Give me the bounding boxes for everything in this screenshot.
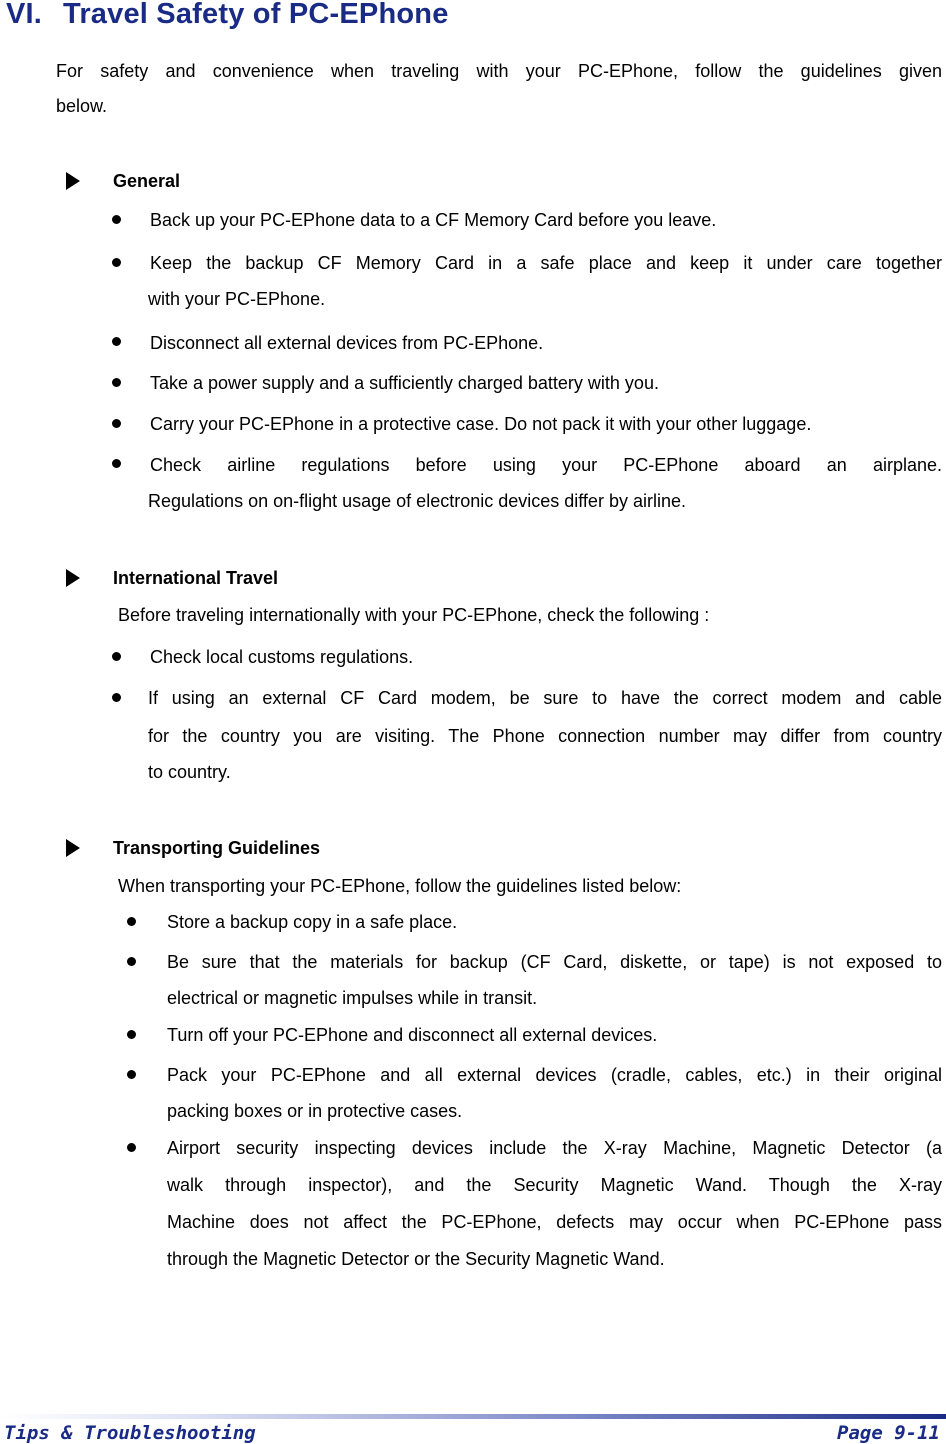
transporting-intro: When transporting your PC-EPhone, follow the guidelines listed below: xyxy=(118,876,682,896)
bullet-icon xyxy=(112,378,121,387)
international-intro: Before traveling internationally with your PC-EPhone, check the following : xyxy=(118,605,710,625)
bullet-icon xyxy=(127,917,136,926)
transporting-item-5-line-4: through the Magnetic Detector or the Security Magnetic Wand. xyxy=(167,1249,665,1269)
bullet-icon xyxy=(112,337,121,346)
intro-line-1: For safety and convenience when traveling with your PC-EPhone, follow the guidelines given xyxy=(56,61,942,81)
transporting-item-2-line-2: electrical or magnetic impulses while in transit. xyxy=(167,988,538,1008)
international-item-2-line-2: for the country you are visiting. The Phone connection number may differ from country xyxy=(148,726,942,746)
section-title xyxy=(6,0,449,31)
footer-rule xyxy=(0,1414,946,1419)
footer-chapter: Tips & Troubleshooting xyxy=(4,1422,256,1444)
international-item-2-line-3: to country. xyxy=(148,762,231,782)
transporting-heading: Transporting Guidelines xyxy=(113,838,321,858)
transporting-item-5-line-3: Machine does not affect the PC-EPhone, defects may occur when PC-EPhone pass xyxy=(167,1212,942,1232)
transporting-item-1: Store a backup copy in a safe place. xyxy=(167,912,458,932)
general-item-6-line-1: Check airline regulations before using your PC-EPhone aboard an airplane. xyxy=(150,455,942,475)
general-item-6-line-2: Regulations on on-flight usage of electronic devices differ by airline. xyxy=(148,491,686,511)
bullet-icon xyxy=(127,1070,136,1079)
bullet-icon xyxy=(127,1030,136,1039)
bullet-icon xyxy=(127,957,136,966)
general-item-3: Disconnect all external devices from PC-EPhone. xyxy=(150,333,544,353)
transporting-item-5-line-1: Airport security inspecting devices include the X-ray Machine, Magnetic Detector (a xyxy=(167,1138,942,1158)
bullet-icon xyxy=(112,459,121,468)
transporting-item-3: Turn off your PC-EPhone and disconnect all external devices. xyxy=(167,1025,658,1045)
footer-page-number: Page 9-11 xyxy=(837,1422,940,1444)
transporting-item-4-line-2: packing boxes or in protective cases. xyxy=(167,1101,463,1121)
general-item-4: Take a power supply and a sufficiently charged battery with you. xyxy=(150,373,659,393)
international-item-2-line-1: If using an external CF Card modem, be sure to have the correct modem and cable xyxy=(148,688,942,708)
international-heading: International Travel xyxy=(113,568,279,588)
general-heading: General xyxy=(113,171,181,191)
general-item-2-line-2: with your PC-EPhone. xyxy=(148,289,326,309)
general-item-5: Carry your PC-EPhone in a protective case. Do not pack it with your other luggage. xyxy=(150,414,812,434)
international-item-1: Check local customs regulations. xyxy=(150,647,414,667)
arrow-right-icon xyxy=(66,172,80,190)
arrow-right-icon xyxy=(66,839,80,857)
arrow-right-icon xyxy=(66,569,80,587)
section-title-text: Travel Safety of PC-EPhone xyxy=(63,0,449,30)
bullet-icon xyxy=(112,419,121,428)
bullet-icon xyxy=(127,1143,136,1152)
intro-line-2: below. xyxy=(56,96,108,116)
general-item-1: Back up your PC-EPhone data to a CF Memory Card before you leave. xyxy=(150,210,717,230)
bullet-icon xyxy=(112,215,121,224)
transporting-item-5-line-2: walk through inspector), and the Security Magnetic Wand. Though the X-ray xyxy=(167,1175,942,1195)
section-number: VI. xyxy=(6,0,43,30)
transporting-item-4-line-1: Pack your PC-EPhone and all external devices (cradle, cables, etc.) in their original xyxy=(167,1065,942,1085)
bullet-icon xyxy=(112,693,121,702)
bullet-icon xyxy=(112,652,121,661)
bullet-icon xyxy=(112,258,121,267)
general-item-2-line-1: Keep the backup CF Memory Card in a safe place and keep it under care together xyxy=(150,253,942,273)
transporting-item-2-line-1: Be sure that the materials for backup (CF Card, diskette, or tape) is not exposed to xyxy=(167,952,942,972)
